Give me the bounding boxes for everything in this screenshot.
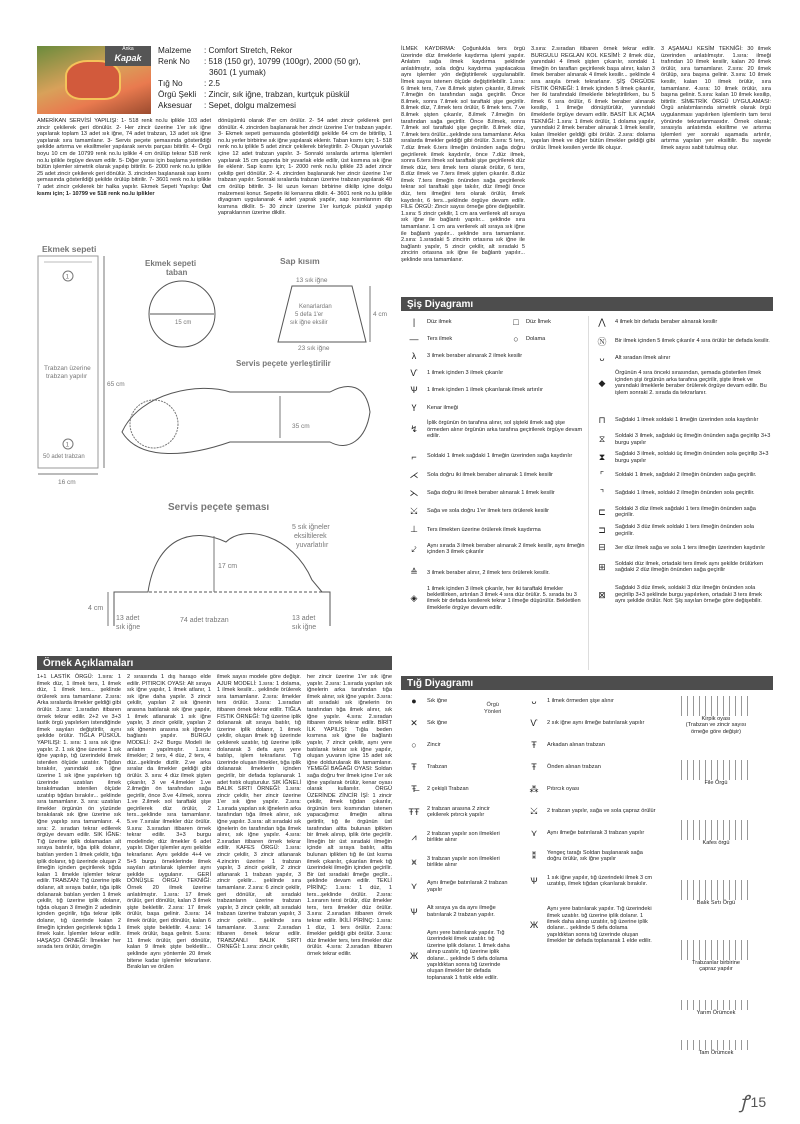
text-col-5-body: 3 AŞAMALI KESİM TEKNİĞİ: 30 ilmek üzerinden anlatılmıştır. 1.sıra: ilmeği trafından 10 ilmek kesilir, kalan 20 ilmek örülür, sıra tamamlanır. 2.sıra: 20 ilmek örülüp, sıra başına gelinir. 3.sıra: 10 ilmek kesilir, kalan 10 ilmek örülür, sıra tamamlanır. 4.sıra: 10 ilmek örülür, sıra başına gelinir. 5.sıra: kalan 10 ilmek kesilip, bitirilir. SİMETRİK ÖRGÜ UYGULAMASI: Örgü anlatımlarında simetrik olarak örgü uygulanması yapılırken işlemlerin tam tersi yönünde tekrarlanmasıdır. Örnek olarak; sırasıyla anlatımda eksiltme ve artırma işlemleri yer sonraki aşamada artırılır, artırma yapılan yer eksiltilir. Bu sayede ilmek sayısı sabit tutulmuş olur.	[661, 46, 771, 151]
text-col-3	[401, 46, 525, 264]
legend-label: Bir ilmek içinden 5 ilmek çıkarılır 4 sıra örülür bir defada kesilir.	[615, 338, 770, 345]
symbol-icon: Ѱ	[530, 876, 538, 887]
legend-label: Pıtırcık oyası	[547, 786, 580, 793]
row-key: Örgü Şekli	[158, 90, 197, 99]
intro-text-1-tail: Üst kısmı için; 1- 10799 ve 518 renk no.lu iplikler	[37, 183, 211, 197]
badge-big: Kapak	[114, 53, 142, 63]
legend-label: Soldaki 3 ilmek, sağdaki üç ilmeğin önünden sağa geçirilip 3+3 burgu yapılır	[615, 433, 771, 446]
legend-row	[404, 452, 586, 462]
symbol-icon: ŦŦ	[408, 807, 420, 818]
legend-row	[404, 524, 586, 535]
legend-label: Aynı ilmeğe batırılarak 2 trabzan yapılır	[427, 880, 508, 893]
cover-photo	[37, 46, 151, 114]
intro-col-2	[218, 118, 392, 217]
legend-row	[404, 806, 510, 819]
legend-row	[404, 718, 510, 729]
legend-label: Aynı sırada 3 ilmek beraber alınarak 2 ilmek kesilir, aynı ilmeğin içinden 3 ilmek çıkarılır	[427, 542, 585, 555]
symbol-icon: ⌝	[599, 487, 605, 498]
legend-label: 3er düz ilmek sağa ve sola 1 ters ilmeğin üzerinden kaydırılır	[615, 544, 766, 551]
ekmek-inner-1: Trabzan üzerine	[44, 365, 91, 372]
legend-row	[404, 506, 586, 517]
symbol-icon: Ѵ	[530, 718, 538, 728]
legend-label: 1 sık iğne yapılır, tığ üzerindeki ilmek 3 cm uzatılıp, ilmek tığdan çıkarılarak bırakılır.	[547, 874, 653, 888]
legend-row	[524, 718, 656, 728]
stitch-caption: Tam Örümcek	[698, 1050, 734, 1056]
legend-row	[592, 433, 772, 446]
legend-row	[592, 506, 772, 519]
stitch-sample	[660, 880, 772, 906]
text-col-4-body: 3.sıra: 2.sıradan itibaren örnek tekrar edilir. BURGULU REGLAN KOL KESİMİ: 2 ilmek düz, yanındaki 4 ilmek şişten çıkarılır, sondaki 1 ilmeğin ön tarafları geçirilerek başa alınır, kalan 3 ilmek beraber alınarak 4 ilmek kesilir... şeklinde 4 sıra arayla örnek tekrarlanır. ŞİŞ ÖRGÜDE FİSTIK ÖRNEĞİ: 1 ilmek içinden 5 ilmek çıkarılır, her iki tarafındaki ilmeklerle birleştirilirken, bu 5 ilmek 6 sıra örülür, 6 ilmek beraber alınarak kesilip, 1 ilmeğe dönüştürülür, yanındaki ilmeklerle örgüye devam edilir. BASİT İLK AÇMA TEKNİĞİ: 1.sıra: 1 ilmek örülür, 1 dolama yapılır, yanındaki 2 ilmek beraber alınarak 1 ilmek kesilir, kalan ilmekler geldiği gibi örülür. 2.sıra: dolama yapılan ilmek ve diğer bütün ilmekler geldiği gibi örülür. İlmek kesilen yerde ilik oluşur.	[531, 46, 655, 151]
symbol-icon: ᴗ	[599, 353, 605, 364]
symbol-icon: ≙	[410, 567, 418, 578]
legend-row	[404, 905, 510, 918]
legend-label: 4 ilmek bir defada beraber alınarak kesilir	[615, 319, 718, 326]
stitch-drawing-icon	[681, 940, 751, 960]
legend-row	[592, 524, 772, 537]
legend-label: 1 ilmek içinden 1 ilmek çıkarılarak ilmek artırılır	[427, 386, 543, 393]
legend-label: Soldaki düz ilmek, ortadaki ters ilmek aynı şekilde örülürken sağdaki 2 düz ilmeğin önünden sağa geçirilir	[615, 560, 763, 573]
row-key: Malzeme	[158, 46, 192, 55]
legend-row	[524, 850, 656, 863]
symbol-icon: ⋋	[409, 488, 419, 498]
stitch-sample	[660, 820, 772, 846]
symbol-icon: Ⓝ	[597, 337, 607, 348]
symbol-icon: Ж	[529, 920, 539, 931]
sap-mid-1: Kenarlardan	[299, 304, 332, 310]
taban-title-1: Ekmek sepeti	[145, 259, 197, 268]
symbol-icon: ⧖	[598, 434, 606, 445]
row-key: Aksesuar	[158, 101, 193, 110]
pattern-diagrams	[30, 242, 398, 642]
symbol-icon: ᴗ	[531, 696, 537, 706]
symbol-icon: ◈	[410, 592, 418, 603]
legend-row	[592, 415, 772, 426]
symbol-icon: ⊞	[598, 561, 606, 572]
symbol-icon: Ѱ	[410, 906, 418, 917]
legend-row	[592, 451, 772, 464]
ekmek-title: Ekmek sepeti	[42, 244, 97, 254]
legend-row	[592, 561, 772, 574]
symbol-icon: λ	[411, 351, 417, 361]
ornek-col-3-body: ilmek sayısı modele göre değişir. AJUR MODELİ: 1.sıra: 1 dolama, 1 ilmek kesilir... şeklinde örülerek sıra tamamlanır. 2.sıra: ilmekler ters örülür. 3.sıra: 1.sıradan itibaren örnek tekrar edilir. TIĞLA FISTIK ÖRNEĞİ: Tığ üzerine iplik dolanarak alt sıraya batılır, tığ üzerine iplik dolanır, 1 ilmek çekilir, oluşan ilmek tığ üzerinde çekilerek uzatılır, tığ üzerine iplik dolanarak 3 defa aynı yere batılıp, işlem tekrarlanır. Tığ üzerinde oluşan ilmekler, tığa iplik dolanarak ilmeklerin içinden geçirilir, bir defada toplanarak 1 adet fıstık oluşturulur. SIK İĞNELİ BALIK SIRTI ÖRNEĞİ: 1.sıra: zincir çekilir, her zincir üzerine 1'er sık iğne yapılır. 2.sıra: 1.sırada yapılan sık iğnelerin arka tarafından tığa ilmek alınır, sık iğne yapılır. 3.sıra: alt sıradaki sık iğnelerin ön tarafından tığa ilmek alınır, sık iğne yapılır. 4.sıra: 2.sıradan itibaren örnek tekrar edilir. KAFES ÖRGÜ: 1.sıra: zincir çekilir, 3 zincir atlanarak 4.zincirin üzerine 1 trabzan yapılır, 3 zincir çekilir, 2 zincir atlanarak 1 trabzan yapılır, 3 zincir çekilir... şeklinde sıra tamamlanır. 2.sıra: 6 zincir çekilir, geri dönülür, alt sıradaki trabzanların üzerine trabzan yapılır, 3 zincir çekilir, alt sıradaki trabzan üzerine trabzan yapılır, 3 zincir çekilir... şeklinde sıra tamamlanır. 3.sıra: 2.sıradan itibaren örnek tekrar edilir. TRABZANLI BALIK SIRTI ÖRNEĞİ: 1.sıra: zincir çekilir,	[217, 674, 301, 951]
symbol-icon: ◆	[598, 377, 606, 388]
stitch-caption: File Örgü	[704, 780, 728, 786]
section-sis: Şiş Diyagramı	[401, 297, 773, 311]
symbol-icon: ⌜	[599, 469, 605, 480]
page-number-block	[740, 1090, 766, 1114]
symbol-icon: ⁂	[529, 784, 539, 794]
row-value: : 518 (150 gr), 10799 (100gr), 2000 (50 gr),	[204, 57, 361, 66]
orgu-yonu-1: Örgü	[486, 702, 499, 708]
legend-row	[404, 317, 586, 327]
legend-label: Aynı ilmeğe batırılarak 3 trabzan yapılır	[547, 830, 645, 837]
legend-row	[524, 828, 656, 839]
legend-row	[404, 351, 586, 361]
legend-row	[404, 385, 586, 395]
intro-text-1: AMERİKAN SERVİSİ YAPILIŞI: 1- 518 renk no.lu iplikle 103 adet zincir çekilerek geri dönülür. 2- Her zincir üzerine 1'er sık iğne yapılarak toplam 13 adet sık iğne, 74 adet trabzan, 13 adet sık iğne yapılarak sıra tamamlanır. 3- Servis peçete şemasında gösterildiği şekilde artırma ve eksiltmeler yapılarak servis parçası bitirilir. 4- Örgü boyu 10 cm de 10799 renk no.lu iplikle 4 cm örülüp tekrar 518 renk no.lu iplikle örgüye devam edilir. 5- Diğer yarısı için başlama yerinden bütün işlemler simetrik olarak yapılıp bitirilir. 6- 2000 renk no.lu iplikle 25 adet zincir çekilerek geri dönülür. 3. zincirden başlanarak sap kısmı şemasında gösterildiği şekilde örülüp bitirilir. 7- 3601 renk no.lu iplikle 7 adet zincir çekilerek bir halka yapılır. Ekmek Sepeti Yapılışı:	[37, 118, 211, 190]
ornek-col-1	[37, 674, 121, 951]
logo-icon: ꝭ	[740, 1092, 749, 1112]
legend-label: Önden alınan trabzan	[547, 763, 601, 770]
legend-row	[404, 543, 586, 556]
legend-label: Sağdaki 1 ilmek soldaki 1 ilmeğin üzerinden sola kaydırılır	[615, 417, 759, 424]
symbol-icon: Ŧ	[411, 762, 417, 772]
legend-label: Sağdaki 1 ilmek, soldaki 2 ilmeğin önünden sola geçirilir.	[615, 490, 755, 497]
legend-row	[404, 740, 510, 750]
legend-row	[404, 368, 586, 378]
symbol-icon: ⊏	[598, 506, 606, 517]
legend-label: Sağa ve sola doğru 1'er ilmek ters örülerek kesilir	[427, 508, 550, 515]
legend-row	[404, 488, 586, 499]
symbol-icon: ⩘	[411, 831, 417, 842]
stitch-drawing-icon	[681, 760, 751, 780]
legend-label: Alt sıradan ilmek alınır	[615, 355, 671, 362]
legend-row	[404, 586, 586, 612]
legend-row	[524, 696, 656, 706]
sema-bottom-2: sık iğne	[116, 624, 141, 631]
row-value: : Zincir, sık iğne, trabzan, kurtçuk püskül	[204, 90, 350, 99]
legend-row	[524, 762, 656, 772]
ekmek-inner-2: trabzan yapılır	[46, 373, 88, 380]
ekmek-65: 65 cm	[107, 381, 125, 388]
legend-row	[524, 740, 656, 750]
legend-label: Düz ilmek	[427, 318, 452, 325]
legend-label: Arkadan alınan trabzan	[547, 741, 605, 748]
legend-label: 2 trabzan arasına 2 zincir çekilerek pıtırcık yapılır	[427, 806, 490, 819]
sema-bottom-4: 13 adet	[292, 615, 316, 622]
legend-label: Düz İlmek	[526, 318, 551, 325]
legend-label: Sağdaki 3 ilmek, soldaki üç ilmeğin önünden sola geçirilip 3+3 burgu yapılır	[615, 451, 769, 464]
sema-title: Servis peçete şeması	[168, 502, 270, 513]
legend-label: 1 ilmek içinden 3 ilmek çıkarılır, her iki taraftaki ilmekler bekletilirken, artırılan 3 ilmek 4 sıra düz örülür. 5. sırada bu 3 ilmek bir defada kesilerek tekrar 1 ilmeğe düşürülür. Bekletilen ilmeklerle örgüye devam edilir.	[427, 585, 581, 611]
ekmek-rect	[38, 256, 98, 468]
legend-label: 2 trabzan yapılır son ilmekleri birlikte alınır	[427, 830, 500, 844]
yer-circle	[130, 400, 178, 448]
legend-label: 2 trabzan yapılır, sağa ve sola çapraz örülür	[547, 808, 656, 815]
badge	[105, 46, 151, 66]
symbol-icon: ⊟	[598, 542, 606, 553]
taban-title-2: taban	[166, 268, 188, 277]
stitch-caption: örneğe göre değişir)	[690, 728, 742, 735]
legend-row	[592, 585, 772, 604]
legend-row	[524, 906, 656, 944]
stitch-drawing-icon	[681, 696, 751, 716]
intro-text-2: dönüşümlü olarak 8'er cm örülür. 2- 54 adet zincir çekilerek geri dönülür. 4. zincirden başlanarak her zincir üzerine 1'er trabzan yapılır. 3- Ekmek sepeti şemasında gösterildiği şekilde 64 cm de bitirilip, 1 no.lu yerler birbirine sık iğne yapılarak eklenir. Taban kısmı için; 1- 518 renk no.lu iplikle 5 adet zincir çekilerek birleştirilir. 2- Oluşan yuvarlak içine 12 adet trabzan yapılır. 3- Sonraki sıralarda artırma işlemleri yapılarak 15 cm çapında bir yuvarlak elde edilir, üst kısmına sık iğne ile eklenir. Sap kısmı için; 1- 2000 renk no.lu iplikle 23 adet zincir çekilip geri dönülür. 2- 4. zincirden başlanarak her zincir üzerine 1'er trabzan yapılır. Sonraki sıralarda trabzan üzerine trabzan yapılarak 40 cm örülüp bitirilir. 3- İki uzun kenarı birbirine dikilip içine dolgu malzemesi konur. Sepetin iki kenarına dikilir. 4- 3601 renk no.lu iplikle diyagram uygulanarak 4 adet yaprak yapılır, sap kısımlarının dip kısmına dikilir. 5- 30 zincir üzerine 1'er kurtçuk püskül yapılıp yapraklarının üzerine dikilir.	[218, 118, 393, 217]
ornek-col-4-body: her zincir üzerine 1'er sık iğne yapılır. 2.sıra: 1.sırada yapılan sık iğnelerin arka tarafından tığa ilmek alınır, sık iğne yapılır. 3.sıra: alt sıradaki sık iğnelerin ön tarafından tığa ilmek alınır, sık iğne yapılır. 4.sıra: 2.sıradan itibaren örnek tekrar edilir. BİRİT İLK YAPILIŞI: Tığla beden kısmına sık iğne ile bağlantı yapılır, 7 zincir çekilir, aynı yere batılarak tekrar sık iğne yapılır, oluşan yuvanın içine 15 adet sık iğne doldurularak ilik tamamlanır. YEMEĞİ BAĞAĞI OYASI: Soldan sağa doğru frer ilmek içine 1'er sık iğne yapılarak örülür, kenar oyası olarak kullanılır. ÖRGÜ ÜZERİNDE ZİNCİR İŞİ: 1 zincir çekilir, ilmek tığdan çıkarılır, örgünün ters kısmından istenen yapacağımız ilmeğin altına getirilir, tığ ile örgünün üst tarafından altta bulunan iplikten bir ilmek alınıp, iplik örte geçirilir. İlmeğin bir üst sıradaki ilmeğin içinde alt sıraya batılır, altta bulunan iplikten tığ ile üst kısma ilmek çıkarılır, çıkarılan ilmek tığ üzerindeki ilmeğin içinden geçirilir. Bir üst sıradaki ilmeğe geçilir... şeklinde devam edilir. TEKLİ PİRİNÇ: 1.sıra: 1 düz, 1 ters...şeklinde örülür. 2.sıra: 1.sıranın tersi örülür, düz ilmekler ters, ters ilmekler düz örülür. 3.sıra: 2.sıradan itibaren örnek tekrar edilir. İKİLİ PİRİNÇ: 1.sıra: 1 düz, 1 ters örülür. 2.sıra: ilmekler geldiği gibi örülür. 3.sıra: düz ilmekler ters, ters ilmekler düz örülür. 4.sıra: 2.sıradan itibaren örnek tekrar edilir.	[307, 674, 393, 957]
sap-mid-2: 5 defa 1'er	[295, 312, 324, 318]
legend-row	[404, 420, 586, 439]
stitch-caption: çapraz yapılır	[699, 966, 733, 973]
stitch-sample	[660, 760, 772, 786]
symbol-icon: ⊐	[598, 525, 606, 536]
symbol-icon: ○	[411, 740, 417, 750]
legend-row	[592, 542, 772, 553]
legend-label: Soldaki 3 düz ilmek sağdaki 1 ters ilmeğin önünden sağa geçirilir.	[615, 506, 756, 519]
legend-label: Sağdaki 3 düz ilmek soldaki 1 ters ilmeğin önünden sola geçirilir.	[615, 524, 754, 537]
legend-label: 1 ilmek örmeden şişe alınır	[547, 697, 614, 704]
row-value: : 2.5	[204, 79, 220, 88]
legend-row	[524, 784, 656, 795]
sema-17: 17 cm	[218, 563, 238, 570]
symbol-icon: Ŧ̶	[411, 784, 417, 794]
basket-shape	[65, 60, 121, 100]
symbol-icon: ⊥	[410, 524, 418, 535]
text-col-3-body: İLMEK KAYDIRMA: Çoğunlukla ters örgü üzerinde düz ilmeklerle kaydırma işlemi yapılır. Anlatım sağa ilmek kaydırma şeklinde anlatılmıştır, sola doğru kaydırma yapılacaksa aynı işlemler yön değiştirilerek uygulanabilir. İlmek sayısı istenen ölçüde değiştirilebilir. 1.sıra: 6 ilmek ters, 7.ve 8.ilmek şişten çıkarılır, 8.ilmek 7.ilmeğin ön tarafından sağa geçirilir. Önce 8.ilmek, sonra 7.ilmek sol taraftaki şişe geçirilir. 8.ilmek düz, 7.ilmek ters örülür, 6 ilmek ters. 7.ve 8.ilmek şişten çıkarılır, 8.ilmek 7.ilmeğin ön tarafından sağa geçirilir. Önce 8.ilmek, sonra 7.ilmek sol taraftaki şişe geçirilir. 8.ilmek düz, 7.ilmek ters örülür...şeklinde sıra tamamlanır. Arka sıralarda ilmekler geldiği gibi örülür. 3.sıra: 5 ters, 7.düz ilmek 6.ters ilmeğin önünden sağa doğru geçirilerek ilmek kaydırılır, önce 7.düz ilmek, sonra 6.ters ilmek sol taraftaki şişe geçirilerek düz ilmek düz, ters ilmek ters olarak örülür, 6 ters, 8.düz ilmek ve 7.ters ilmek şişten çıkarılır. 8.düz ilmek 7.ters ilmeğin önünden sağa geçirilerek tekrar sol taraftaki şişe takılır, düz ilmeği önce düz, ters ilmeğini ters olarak örülür, ilmek kaydırılır, 6 ters...şeklinde örgüye devam edilir. FİLE ÖRGÜ: Zincir sayısı örneğe göre değişebilir. 1.sıra: 5 zincir çekilir, 1 cm ara verilerek alt sıraya sık iğne ile bağlantı yapılır... şeklinde sıra tamamlanır. 1 cm ara verilerek alt sıraya sık iğne ile bağlantı yapılır... şeklinde sıra tamamlanır. 2.sıra: 1.sıradaki 5 zincirin ortasına sık iğne ile bağlantı yapılır, 5 zincir çekilir, alt sıradaki 5 zincirin ortasına sık iğne ile bağlantı yapılır... şeklinde sıra tamamlanır.	[401, 46, 525, 263]
legend-label: Alt sıraya ya da aynı ilmeğe batırılarak 2 trabzan yapılır.	[427, 905, 496, 918]
sema-bottom-5: sık iğne	[292, 624, 317, 631]
legend-label: Sola doğru iki ilmek beraber alınarak 1 ilmek kesilir	[427, 472, 553, 479]
legend-label: 3 ilmek beraber alınarak 2 ilmek kesilir	[427, 352, 523, 359]
taban-15: 15 cm	[175, 320, 192, 326]
legend-label: 2 sık iğne aynı ilmeğe batırılarak yapılır	[547, 719, 645, 726]
symbol-icon: ⋀	[598, 317, 606, 327]
orgu-yonu-2: Yönleri	[484, 709, 502, 715]
legend-row	[404, 784, 510, 794]
legend-label: Soldaki 1 ilmek, sağdaki 2 ilmeğin önünden sağa geçirilir.	[615, 471, 757, 478]
row-value: : Comfort Stretch, Rekor	[204, 46, 293, 55]
marker-1-bottom-label: 1	[65, 441, 70, 449]
stitch-sample	[660, 696, 772, 735]
stitch-caption: Trabzanlar birbirine	[692, 960, 740, 966]
legend-row	[404, 762, 510, 772]
legend-label: Ters ilmekten üzerine örülerek ilmek kaydırma	[427, 526, 541, 533]
legend-label: 3 ilmek beraber alınır, 2 ilmek ters örülerek kesilir.	[427, 569, 550, 576]
legend-label: Dolama	[526, 335, 546, 342]
legend-label: 2 çekişli Trabzan	[427, 785, 469, 792]
symbol-icon: ⧗	[598, 452, 606, 463]
ornek-col-2-body: 2 sırasında 1 dış haraşo elde edilir. PITIRCIK OYASI: Alt sıraya sık iğne yapılır, 1 ilmek atlanır, 1 sık iğne daha yapılır. 3 zincir çekilir, yapılan 2 sık iğnenin arasına batılarak sık iğne yapılır, 1 ilmek atlanarak 1 sık iğne yapılır, 3 zincir çekilir, yapılan 2 sık iğnenin arasına sık iğneyle bağlantı yapılır. BURGU MODELİ: 2+2 Burgu Modeli ile anlatım yapılmıştır. 1.sıra: ilmekler; 2 ters, 4 düz, 2 ters, 4 düz...şeklinde dizilir. 2.ve arka sıralar da ilmekler geldiği gibi örülür. 3. sıra: 4 düz ilmek şişten çıkarılır, 3 ve 4.ilmekler 1.ve 2.ilmeğin ön tarafından sağa geçirilir, önce 3.ve 4.ilmek, sonra 1.ve 2.ilmek sol taraftaki şişe geçirilerek düz örülür, 2 ters...şeklinde sıra tamamlanır. 5.ve 7.sıralar ilmekler düz örülür. 9.sıra: 3.sıradan itibaren örnek tekrar edilir. 3+3 burgu modelinde; düz ilmekler 6 adet yapılır. Diğer işlemler aynı şekilde tekrarlanır. Aynı şekilde 4+4 ve 5+5 burgu örneklerinde ilmek sayıları artırılarak işlemler aynı şekilde uygulanır. GERİ DÖNÜŞLE ÖRGÜ TEKNİĞİ: Örnek 20 ilmek üzerine anlatılmıştır. 1.sıra: 17 ilmek örülür, geri dönülür, kalan 3 ilmek şişte bekletilir. 2.sıra: 17 ilmek örülür, başa gelinir. 3.sıra: 14 ilmek örülür, geri dönülür, kalan 6 ilmek şişte bekletilir. 4.sıra: 14 ilmek örülür, başa gelinir. 5.sıra: 11 ilmek örülür, geri dönülür, kalan 9 ilmek şişte bekletilir... şeklinde aynı yöntemle 20 ilmek bitene kadar işlemler tekrarlanır. Bırakılan ve örülen	[127, 674, 211, 971]
legend-label: 3 trabzan yapılır son ilmekleri birlikte alınır	[427, 855, 500, 868]
ornek-col-2	[127, 674, 211, 971]
text-col-4	[531, 46, 655, 152]
stitch-sample	[660, 940, 772, 973]
symbol-icon: Ѵ	[410, 368, 418, 378]
row-key: Renk No	[158, 57, 190, 66]
stitch-caption: Yarım Örümcek	[696, 1010, 736, 1016]
legend-row	[592, 488, 772, 499]
ornek-col-1-body: 1+1 LASTİK ÖRGÜ: 1.sıra: 1 ilmek düz, 1 ilmek ters, 1 ilmek düz, 1 ilmek ters... şeklinde örülerek sıra tamamlanır. 2.sıra: Arka sıralarda ilmekler geldiği gibi örülür. 3.sıra: 1.sıradan itibaren örnek tekrar edilir. 2+2 ve 3+3 lastik örgü yapılırken istendiğinde ilmek sayıları değiştirilir, aynı şekilde örülür. TIĞLA PÜSKÜL YAPILIŞI: 1. sıra: 1 sıra sık iğne yapılır. 2. 1 sık iğne üzerine 1 sık iğne yapılıp, tığ üzerindeki ilmek istenilen ölçüde uzatılır. Tığdan bırakılır, yanındaki sık iğne üzerine 1 sık iğne yapılırken tığ üzerinde uzatılan ilmek bırakılmadan istenilen ölçüde uzatılıp tığdan bırakılır... şeklinde sıra tamamlanır. 3. sıra: uzatılan ilmekler örgünün ön yüzünde bırakılarak sık iğne üzerine sık iğne yapılıp sıra tamamlanır. 4. sıra: 2. sıradan tekrar edilerek örgüye devam edilir. SIK İĞNE: Tığ üzerine iplik dolamadan alt sıraya batırılır, tığa iplik dolanır, batılan yerden 1 ilmek çekilir, tığa iplik dolanır, tığ üzerinde oluşan 2 ilmeğin içinden geçirilerek tığda kalan 1 ilmekle işlemler tekrar edilir. TRABZAN: Tığ üzerine iplik dolanır, alt sıraya batılır, tığa iplik dolanarak batılan yerden 1 ilmek çekilir, tığ üzerine iplik dolanır, tığda oluşan 3 ilmeğin 2 adedinin içinden geçirilir, tığa tekrar iplik dolanır, tığ üzerinde kalan 2 ilmeğin içinden geçirilerek tığda 1 ilmek kalır. İşlemler tekrar edilir. HAŞAŞO ÖRNEĞİ: İlmekler her sırada ters örülür, örneğin	[37, 674, 121, 951]
sap-23: 23 sık iğne	[298, 345, 330, 352]
legend-row	[592, 470, 772, 481]
legend-row	[404, 334, 586, 344]
legend-row	[404, 470, 586, 481]
sema-bottom-3: 74 adet trabzan	[180, 617, 229, 624]
sap-4: 4 cm	[373, 311, 388, 318]
legend-label: Sık iğne	[427, 697, 448, 704]
symbol-icon: |	[412, 317, 416, 327]
section-tig: Tığ Diyagramı	[401, 676, 773, 690]
legend-row	[404, 831, 510, 844]
symbol-icon: —	[409, 334, 419, 344]
symbol-icon: ⋌	[409, 469, 419, 480]
row-value: : Sepet, dolgu malzemesi	[204, 101, 296, 110]
sema-bottom-1: 13 adet	[116, 615, 140, 622]
symbol-icon: ●	[411, 696, 417, 706]
badge-small: Anka	[122, 46, 134, 52]
orgu-yonu	[484, 702, 501, 716]
symbol-icon: ○	[513, 334, 519, 344]
symbol-icon: Ŧ	[531, 762, 537, 772]
yer-title: Servis peçete yerleştirilir	[236, 359, 331, 368]
legend-row	[592, 370, 772, 396]
legend-row	[404, 880, 510, 893]
symbol-icon: ⌐	[411, 451, 417, 462]
legend-label: 1 ilmek içinden 3 ilmek çıkarılır	[427, 369, 504, 376]
symbol-icon: Ŧ	[531, 740, 537, 750]
legend-row	[524, 806, 656, 817]
symbol-icon: ⤦	[411, 543, 417, 554]
stitch-sample	[660, 1040, 772, 1056]
sis-divider	[588, 316, 589, 670]
legend-label: Aynı yere batırılarak yapılır. Tığ üzerindeki ilmek uzatılır. tığ üzerine iplik dolanır. 1 ilmek daha alınıp uzatılır, tığ üzerine iplik dolanır... şeklinde 5 defa dolama yapıldıktan sonra tığ üzerinde oluşan ilmekler bir defada toplanarak 1 fıstık elde edilir.	[427, 930, 510, 981]
symbol-icon: Ү	[411, 403, 417, 414]
legend-row	[592, 353, 772, 363]
yer-outline	[122, 387, 370, 454]
sema-note-2: eksiltilerek	[294, 533, 327, 540]
text-col-5	[661, 46, 771, 152]
yer-35: 35 cm	[292, 423, 310, 430]
sema-note-1: 5 sık iğneler	[292, 524, 330, 531]
symbol-icon: ⩙	[411, 856, 417, 867]
legend-label: Zincir	[427, 741, 441, 748]
symbol-icon: ⊠	[598, 589, 606, 600]
section-ornek: Örnek Açıklamaları	[37, 656, 392, 670]
stitch-caption: Kirpik oyası	[701, 716, 731, 722]
stitch-caption: (Trabzan ve zincir sayısı	[685, 722, 747, 729]
legend-label: Sağdaki 3 düz ilmek, soldaki 3 düz ilmeğin önünden sola geçirilip 3+3 şeklinde burgu yapılırken, ortadaki 3 ters ilmek aynı şekilde örülür. Not: Şiş sayılan örneğe göre değişebilir.	[615, 585, 762, 605]
symbol-icon: ⁑	[531, 850, 537, 861]
legend-row	[404, 930, 510, 981]
sap-13: 13 sık iğne	[296, 277, 328, 284]
stitch-drawing-icon	[681, 880, 751, 900]
page-number: 15	[750, 1094, 767, 1110]
ornek-col-3	[217, 674, 301, 951]
ornek-col-4	[307, 674, 392, 958]
legend-label: Trabzan	[427, 763, 448, 770]
symbol-icon: ⊓	[598, 415, 606, 425]
symbol-icon: Ж	[409, 950, 419, 961]
symbol-icon: ↯	[410, 424, 418, 435]
symbol-icon: ⋎	[530, 828, 538, 838]
legend-label: Aynı yere batırılarak yapılır. Tığ üzerindeki ilmek uzatılır. tığ üzerine iplik dolanır. 1 ilmek daha alınıp uzatılır, tığ üzerine iplik dolanır... şeklinde 5 defa dolama yapıldıktan sonra tığ üzerinde oluşan ilmekler bir defada toplanarak 1 elde edilir.	[547, 906, 652, 945]
sema-note-3: yuvarlatılır	[296, 542, 329, 549]
legend-row	[404, 856, 510, 869]
legend-row	[524, 875, 656, 888]
legend-label: Kenar ilmeği	[427, 404, 459, 411]
stitch-sample	[660, 1000, 772, 1016]
symbol-icon: ✕	[410, 718, 418, 728]
legend-row	[404, 567, 586, 578]
legend-label: Yengeç tarağı Soldan başlanarak sağa doğru örülür, sık iğne yapılır	[547, 850, 643, 863]
sema-4: 4 cm	[88, 605, 104, 612]
legend-label: İplik örgünün ön tarafına alınır, sol şişteki ilmek sağ şişe örmeden alınır örgünün arka tarafına geçirilerek örgüye devam edilir.	[427, 420, 583, 439]
stitch-drawing-icon	[681, 1040, 751, 1050]
legend-label: Soldaki 1 ilmek sağdaki 1 ilmeğin üzerinden sağa kaydırılır	[427, 453, 573, 460]
symbol-icon: ⤩	[530, 806, 538, 816]
legend-label: Sık iğne	[427, 720, 448, 727]
marker-1-top-label: 1	[65, 273, 70, 281]
stitch-caption: Balık Sırtı Örgü	[696, 900, 736, 906]
symbol-icon: ⤩	[410, 506, 418, 517]
row-key: Tığ No	[158, 79, 183, 88]
sap-title: Sap kısım	[280, 256, 320, 266]
legend-row	[404, 403, 586, 413]
stitch-drawing-icon	[681, 1000, 751, 1010]
ekmek-16: 16 cm	[58, 479, 76, 486]
legend-label: Sağa doğru iki ilmek beraber alınarak 1 ilmek kesilir	[427, 490, 555, 497]
stitch-drawing-icon	[681, 820, 751, 840]
legend-label: Örgünün 4 sıra önceki sırasından, şemada gösterilen ilmek içinden şişi örgünün arka tarafına geçirilir, şişte ilmek ve yanındaki ilmeklerle beraber örülerek örgüye devam edilir. Bu işlem sonraki 2. sırada da tekrarlanır.	[615, 370, 767, 396]
row-value: 3601 (1 yumak)	[209, 68, 266, 77]
symbol-icon: □	[513, 317, 519, 327]
stitch-caption: Kafes örgü	[702, 840, 730, 846]
symbol-icon: Ѱ	[410, 385, 418, 395]
materials-table	[158, 45, 398, 111]
legend-row	[592, 317, 772, 328]
intro-col-1	[37, 118, 211, 197]
legend-row	[592, 335, 772, 348]
symbol-icon: ⋎	[410, 881, 418, 892]
row-key	[158, 67, 204, 78]
ekmek-50: 50 adet trabzan	[43, 454, 85, 460]
sap-mid-3: sık iğne eksilir	[290, 320, 328, 326]
legend-label: Ters ilmek	[427, 335, 453, 342]
